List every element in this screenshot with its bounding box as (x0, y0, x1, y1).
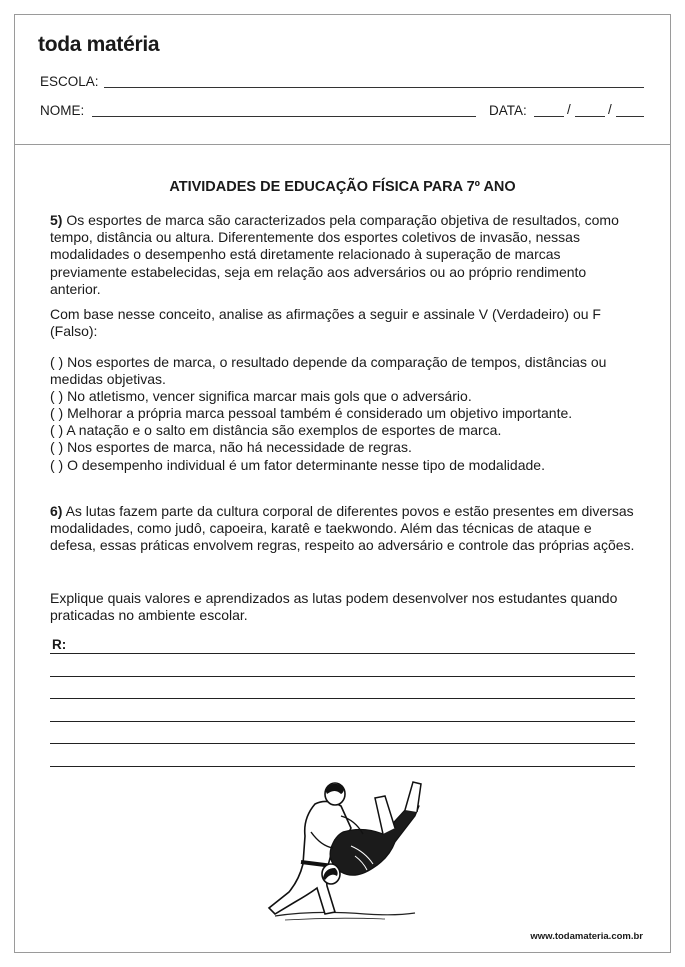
option-item[interactable]: ( ) A natação e o salto em distância são exemplos de esportes de marca. (50, 422, 502, 438)
name-label: NOME: (40, 103, 85, 118)
answer-line[interactable] (50, 721, 635, 722)
question-5-instruction: Com base nesse conceito, analise as afirmações a seguir e assinale V (Verdadeiro) ou F (Falso): (50, 306, 601, 340)
answer-line[interactable] (50, 766, 635, 767)
name-field[interactable] (92, 116, 476, 117)
answer-line[interactable] (50, 743, 635, 744)
date-separator: / (567, 102, 571, 117)
answer-line[interactable] (50, 653, 635, 654)
answer-label: R: (52, 637, 67, 652)
question-6-instruction: Explique quais valores e aprendizados as lutas podem desenvolver nos estudantes quando praticadas no ambiente escolar. (50, 590, 618, 624)
question-5-text (50, 212, 640, 298)
question-6-statement: As lutas fazem parte da cultura corporal de diferentes povos e estão presentes em diversas modalidades, como judô, capoeira, karatê e taekwondo. Além das técnicas de ataque e defesa, essas práticas envolvem regras, respeito ao adversário e controle das próprias ações. (50, 503, 635, 554)
date-day-field[interactable] (534, 116, 564, 117)
date-month-field[interactable] (575, 116, 605, 117)
option-item[interactable]: ( ) Melhorar a própria marca pessoal também é considerado um objetivo importante. (50, 405, 573, 421)
option-item[interactable]: ( ) Nos esportes de marca, o resultado depende da comparação de tempos, distâncias ou medidas objetivas. (50, 354, 607, 387)
header-divider (14, 144, 671, 145)
option-item[interactable]: ( ) No atletismo, vencer significa marcar mais gols que o adversário. (50, 388, 472, 404)
date-separator: / (608, 102, 612, 117)
answer-line[interactable] (50, 698, 635, 699)
school-field[interactable] (104, 87, 644, 88)
question-5-statement: Os esportes de marca são caracterizados pela comparação objetiva de resultados, como tempo, distância ou altura. Diferentemente dos esportes coletivos de invasão, nessas modalidades o desempenho está diretamente relacionado à superação de marcas previamente estabelecidas, seja em relação aos adversários ou ao próprio rendimento anterior. (50, 212, 619, 297)
question-6-text (50, 503, 640, 555)
page-title: ATIVIDADES DE EDUCAÇÃO FÍSICA PARA 7º ANO (169, 179, 516, 195)
logo: toda matéria (38, 33, 160, 56)
answer-line[interactable] (50, 676, 635, 677)
question-6-number: 6) (50, 503, 63, 519)
footer-url[interactable]: www.todamateria.com.br (530, 931, 643, 942)
option-item[interactable]: ( ) O desempenho individual é um fator determinante nesse tipo de modalidade. (50, 457, 545, 473)
judo-illustration (255, 776, 430, 926)
date-label: DATA: (489, 103, 527, 118)
date-year-field[interactable] (616, 116, 644, 117)
question-5-number: 5) (50, 212, 63, 228)
option-item[interactable]: ( ) Nos esportes de marca, não há necessidade de regras. (50, 439, 412, 455)
school-label: ESCOLA: (40, 74, 99, 89)
